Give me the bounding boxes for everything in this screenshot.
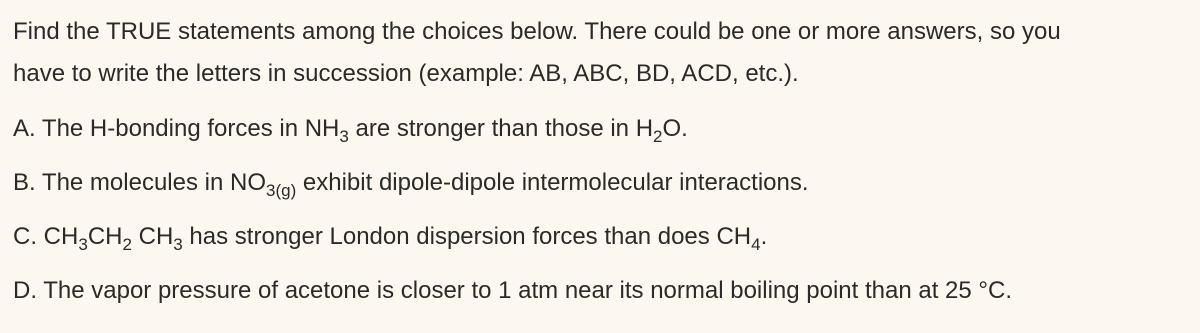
choice-b-prefix: B. The molecules in NO [13,169,266,196]
choice-a-prefix: A. The H-bonding forces in NH [13,115,340,142]
choice-c-suffix: . [760,223,768,250]
choice-b-subscript-1: 3(g) [266,181,297,200]
choice-a-subscript-1: 3 [339,127,349,146]
choice-c-part-3: CH [131,223,174,250]
choice-a-middle: are stronger than those in H [348,115,654,142]
question-intro-line-2: have to write the letters in succession (example: AB, ABC, BD, ACD, etc.). [13,60,799,87]
choice-b-suffix: exhibit dipole-dipole intermolecular interactions. [296,169,809,196]
choice-c-subscript-3: 3 [173,235,183,254]
choice-c-subscript-1: 3 [78,235,88,254]
choice-a-suffix: O. [662,115,688,142]
choice-c-subscript-4: 4 [751,235,761,254]
question-intro-line-1: Find the TRUE statements among the choices below. There could be one or more answers, so you [13,18,1061,45]
choice-c-prefix: C. CH [13,223,79,250]
choice-d [13,276,1012,306]
choice-b [13,168,809,198]
choice-a [13,114,688,144]
choice-d-text: D. The vapor pressure of acetone is closer to 1 atm near its normal boiling point than at 25 °C. [13,277,1013,304]
choice-c-part-2: CH [87,223,123,250]
choice-c-subscript-2: 2 [122,235,132,254]
choice-c-part-4: has stronger London dispersion forces than does CH [182,223,752,250]
choice-c [13,222,767,252]
choice-a-subscript-2: 2 [653,127,663,146]
